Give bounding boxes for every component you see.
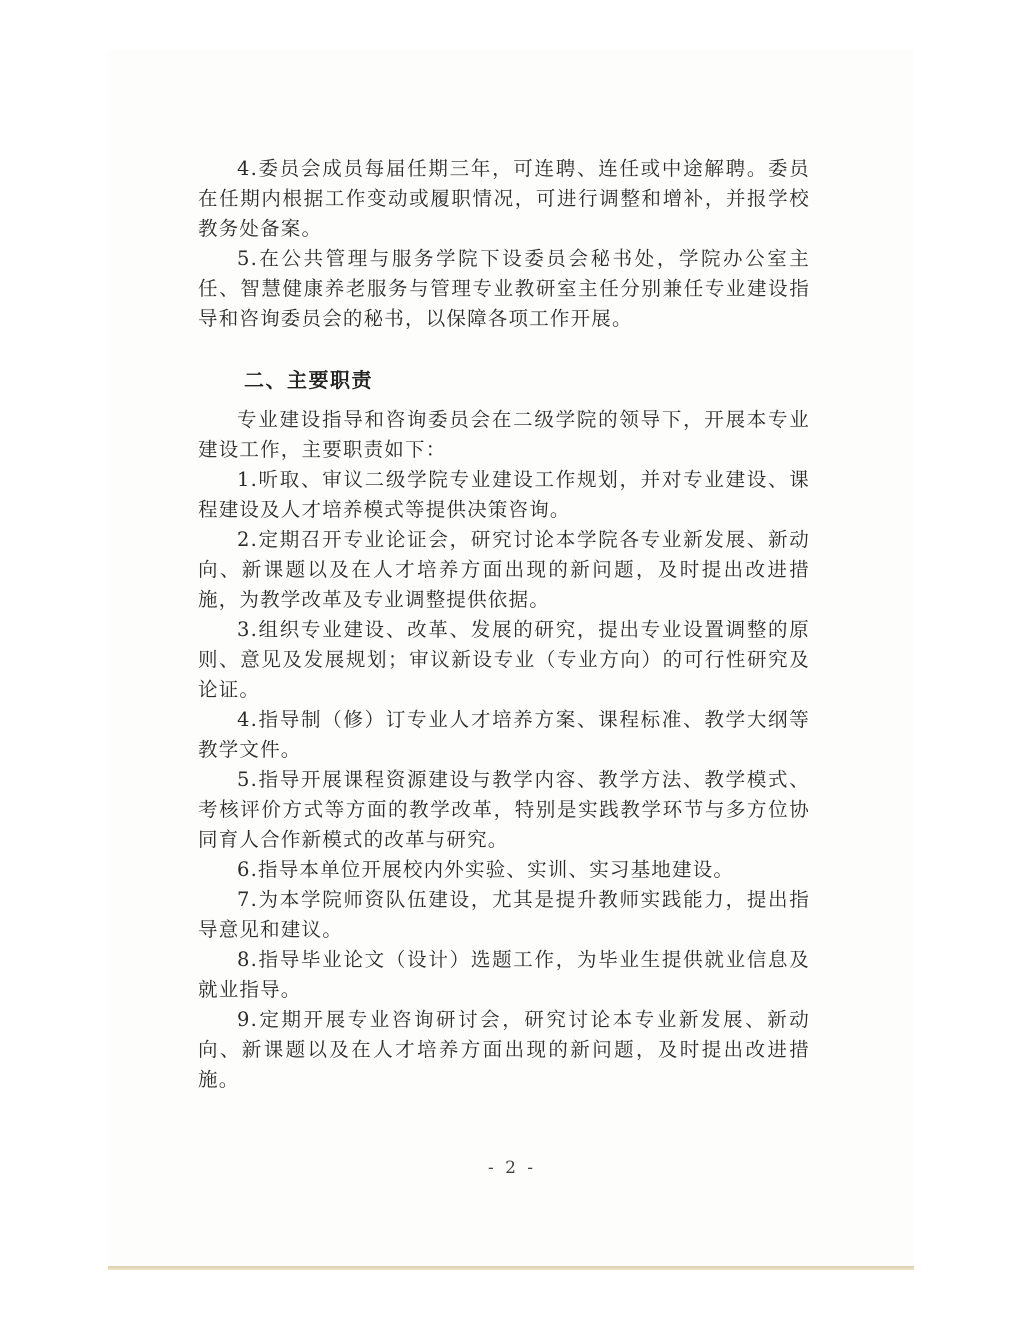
- paragraph-5: 5.在公共管理与服务学院下设委员会秘书处，学院办公室主任、智慧健康养老服务与管理专业教研室主任分别兼任专业建设指导和咨询委员会的秘书，以保障各项工作开展。: [198, 247, 810, 330]
- duty-item-8: 8.指导毕业论文（设计）选题工作，为毕业生提供就业信息及就业指导。: [198, 948, 810, 1001]
- section-heading: 二、主要职责: [244, 368, 373, 392]
- duty-item-1: 1.听取、审议二级学院专业建设工作规划，并对专业建设、课程建设及人才培养模式等提供决策咨询。: [198, 468, 810, 521]
- paragraph-4: 4.委员会成员每届任期三年，可连聘、连任或中途解聘。委员在任期内根据工作变动或履职情况，可进行调整和增补，并报学校教务处备案。: [198, 157, 810, 240]
- page-number: - 2 -: [487, 1158, 537, 1178]
- duty-item-7: 7.为本学院师资队伍建设，尤其是提升教师实践能力，提出指导意见和建议。: [198, 888, 810, 941]
- paragraph-intro: 专业建设指导和咨询委员会在二级学院的领导下，开展本专业建设工作，主要职责如下：: [198, 408, 810, 461]
- duty-item-5: 5.指导开展课程资源建设与教学内容、教学方法、教学模式、考核评价方式等方面的教学改革，特别是实践教学环节与多方位协同育人合作新模式的改革与研究。: [198, 768, 810, 851]
- page-edge: [108, 1266, 914, 1270]
- section2-body: [198, 405, 810, 1095]
- duty-item-9: 9.定期开展专业咨询研讨会，研究讨论本专业新发展、新动向、新课题以及在人才培养方面出现的新问题，及时提出改进措施。: [198, 1008, 810, 1091]
- section1-body: [198, 154, 810, 334]
- duty-item-6: 6.指导本单位开展校内外实验、实训、实习基地建设。: [237, 858, 735, 881]
- duty-item-4: 4.指导制（修）订专业人才培养方案、课程标准、教学大纲等教学文件。: [198, 708, 810, 761]
- duty-item-2: 2.定期召开专业论证会，研究讨论本学院各专业新发展、新动向、新课题以及在人才培养方面出现的新问题，及时提出改进措施，为教学改革及专业调整提供依据。: [198, 528, 810, 611]
- duty-item-3: 3.组织专业建设、改革、发展的研究，提出专业设置调整的原则、意见及发展规划；审议新设专业（专业方向）的可行性研究及论证。: [198, 618, 810, 701]
